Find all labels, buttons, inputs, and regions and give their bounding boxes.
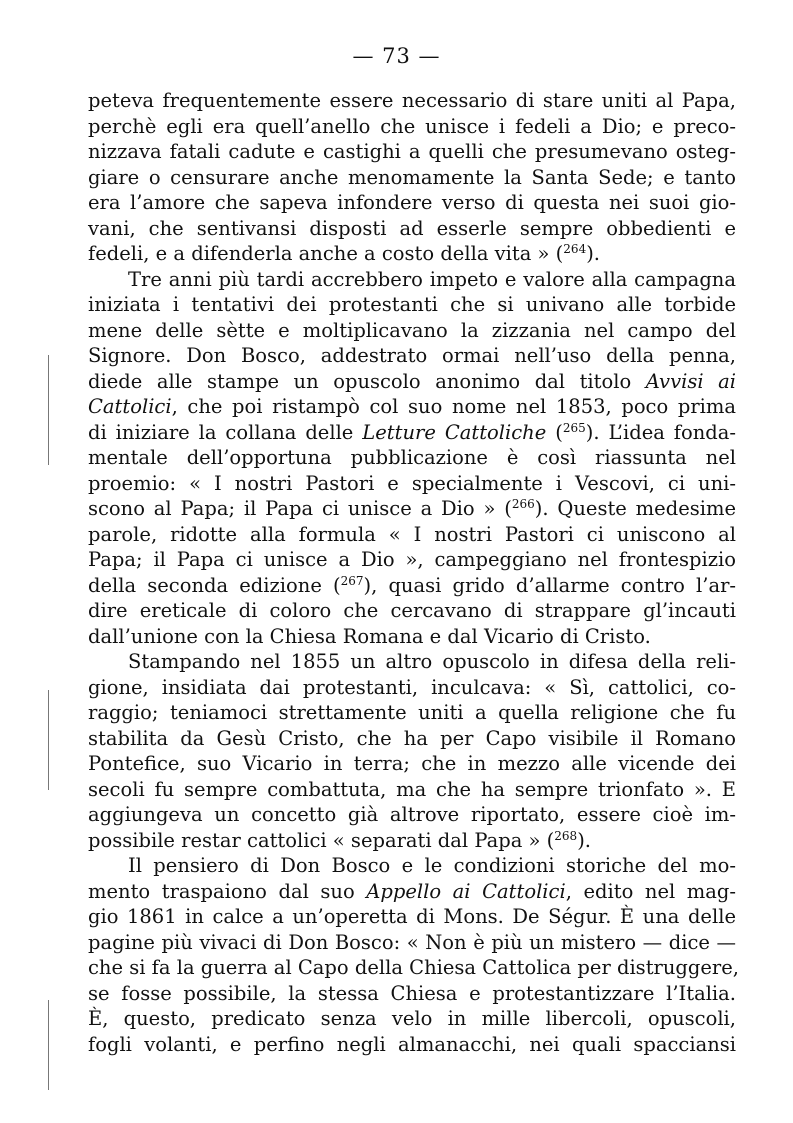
text-line: possibile restar cattolici « separati dal Papa » ($^{268}$). [88, 828, 591, 852]
text-line: Il pensiero di Don Bosco e le condizioni storiche del mo- [128, 854, 736, 877]
text-line: mene delle sètte e moltiplicavano la zizzania nel campo del [88, 318, 736, 342]
footnote-ref: 268 [554, 828, 578, 843]
text-line: aggiungeva un concetto già altrove riportato, essere cioè im- [88, 803, 736, 826]
text-line: raggio; teniamoci strettamente uniti a quella religione che fu [88, 701, 736, 724]
text-line: nizzava fatali cadute e castighi a quelli che presumevano osteg- [88, 140, 736, 163]
text-line: parole, ridotte alla formula « I nostri Pastori ci uniscono al [88, 522, 736, 546]
text-line: fogli volanti, e perfino negli almanacchi, nei quali spacciansi [88, 1032, 736, 1056]
footnote-ref: 266 [511, 497, 535, 511]
text-line: gione, insidiata dai protestanti, inculcava: « Sì, cattolici, co- [88, 675, 736, 699]
text-line: della seconda edizione ($^{267}$), quasi grido d’allarme contro l’ar- [88, 573, 736, 597]
text-line: diede alle stampe un opuscolo anonimo dal titolo Avvisi ai [88, 369, 736, 393]
margin-mark [48, 1000, 49, 1090]
page-number: — 73 — [352, 44, 441, 68]
text-line: mento traspaiono dal suo Appello ai Cattolici, edito nel mag- [88, 879, 736, 903]
text-line: iniziata i tentativi dei protestanti che si univano alle torbide [88, 293, 736, 316]
text-line: Signore. Don Bosco, addestrato ormai nell’uso della penna, [88, 344, 736, 367]
text-line: era l’amore che sapeva infondere verso di questa nei suoi gio- [88, 191, 736, 214]
footnote-ref: 267 [340, 573, 364, 588]
book-title: Cattolici [88, 395, 172, 418]
footnote-ref: 264 [563, 242, 587, 256]
text-line: dire ereticale di coloro che cercavano di strappare gl’incauti [88, 599, 736, 622]
book-title: Letture Cattoliche [362, 420, 547, 444]
text-line: Pontefice, suo Vicario in terra; che in mezzo alle vicende dei [88, 752, 736, 775]
book-title: Avvisi ai [645, 369, 736, 393]
text-line: scono al Papa; il Papa ci unisce a Dio » ($^{266}$). Queste medesime [88, 497, 737, 520]
text-line: mentale dell’opportuna pubblicazione è così riassunta nel [88, 446, 736, 469]
text-line: se fosse possibile, la stessa Chiesa e protestantizzare l’Italia. [88, 981, 736, 1005]
margin-mark [48, 690, 49, 790]
text-line: dall’unione con la Chiesa Romana e dal Vicario di Cristo. [88, 624, 651, 648]
text-line: Papa; il Papa ci unisce a Dio », campeggiano nel frontespizio [88, 548, 736, 571]
text-line: giare o censurare anche menomamente la Santa Sede; e tanto [88, 165, 736, 189]
book-title: Appello ai Cattolici [366, 879, 566, 903]
text-line: di iniziare la collana delle Letture Cattoliche ($^{265}$). L’idea fonda- [88, 420, 737, 444]
text-line: secoli fu sempre combattuta, ma che ha sempre trionfato ». E [88, 777, 736, 801]
text-line: che si fa la guerra al Capo della Chiesa Cattolica per distruggere, [88, 956, 739, 979]
text-line: pagine più vivaci di Don Bosco: « Non è più un mistero — dice — [88, 930, 736, 954]
text-line: gio 1861 in calce a un’operetta di Mons. De Ségur. È una delle [88, 905, 736, 928]
text-line: vani, che sentivansi disposti ad esserle sempre obbedienti e [88, 216, 736, 240]
text-line: Tre anni più tardi accrebbero impeto e valore alla campagna [128, 267, 736, 291]
body-text [88, 88, 739, 1057]
text-line: stabilita da Gesù Cristo, che ha per Capo visibile il Romano [88, 726, 736, 750]
footnote-ref: 265 [562, 420, 586, 435]
text-line: Stampando nel 1855 un altro opuscolo in difesa della reli- [128, 650, 736, 673]
margin-mark [48, 355, 49, 465]
text-line: fedeli, e a difenderla anche a costo della vita » ($^{264}$). [88, 242, 601, 265]
text-line: È, questo, predicato senza velo in mille libercoli, opuscoli, [88, 1007, 736, 1030]
text-line: proemio: « I nostri Pastori e specialmente i Vescovi, ci uni- [88, 471, 736, 495]
text-line: peteva frequentemente essere necessario di stare uniti al Papa, [88, 89, 736, 112]
text-line: perchè egli era quell’anello che unisce i fedeli a Dio; e preco- [88, 114, 736, 138]
text-line: Cattolici, che poi ristampò col suo nome nel 1853, poco prima [88, 395, 736, 418]
